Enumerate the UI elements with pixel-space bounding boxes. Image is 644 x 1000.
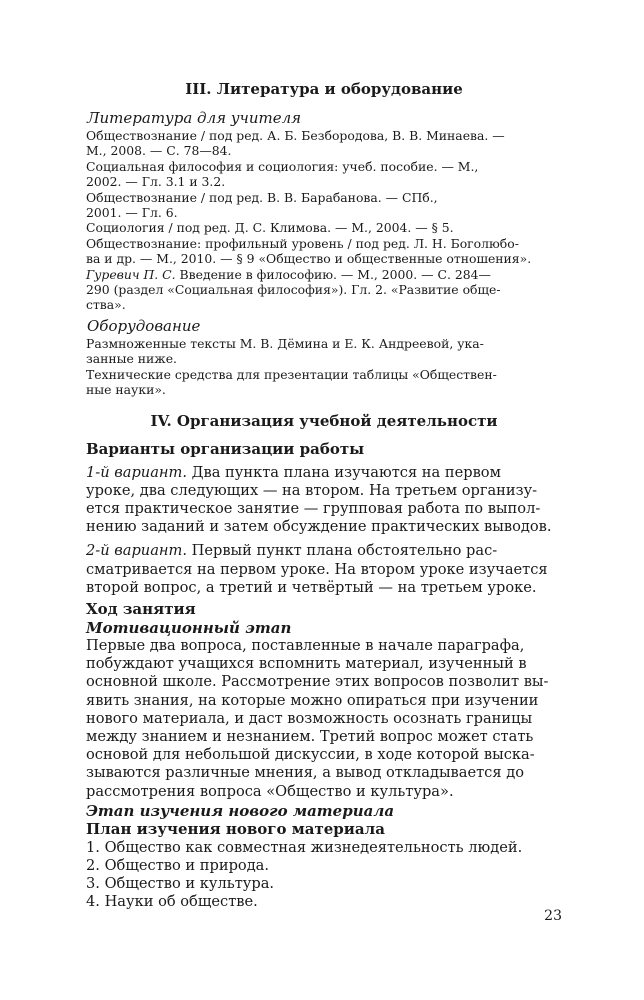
page-number: 23 [544, 908, 562, 924]
plan-item: 4. Науки об обществе. [86, 893, 258, 911]
course-title: Ход занятия [86, 599, 196, 618]
lit-item: Социальная философия и социология: учеб. пособие. — М., 2002. — Гл. 3.1 и 3.2. [86, 158, 479, 190]
section-heading-organization: IV. Организация учебной деятельности [150, 411, 498, 430]
variants-title: Варианты организации работы [86, 439, 365, 458]
teacher-literature-title: Литература для учителя [87, 109, 302, 127]
motivation-paragraph: Первые два вопроса, поставленные в начале параграфа, побуждают учащихся вспомнить материал, изученный в основной школе. Рассмотрение этих вопросов позволит вы- явить знания, на которые можно опираться при изучении нового материала, и даст возможность осознать границы между знанием и незнанием. Третий вопрос может стать основой для небольшой дискуссии, в ходе которой выска- зываются различные мнения, а вывод откладывается до рассмотрения вопроса «Общество и культура». [86, 636, 549, 800]
lit-item: Гуревич П. С. Введение в философию. — М., 2000. — С. 284— 290 (раздел «Социальная философия»). Гл. 2. «Развитие обще- ства». [86, 266, 501, 313]
teacher-literature-list [86, 128, 562, 313]
lit-item: Обществознание / под ред. В. В. Барабанова. — СПб., 2001. — Гл. 6. [86, 189, 438, 221]
plan-item: 1. Общество как совместная жизнедеятельность людей. [86, 838, 523, 856]
variant-1-paragraph: 1-й вариант. Два пункта плана изучаются на первом уроке, два следующих — на втором. На третьем организу- ется практическое занятие — групповая работа по выпол- нению заданий и затем обсуждение практических выводов. [86, 463, 552, 536]
lit-item: Социология / под ред. Д. С. Климова. — М., 2004. — § 5. [86, 220, 454, 236]
plan-title: План изучения нового материала [86, 819, 385, 838]
equipment-title: Оборудование [87, 316, 201, 335]
equipment-list [86, 336, 562, 398]
equipment-item: Технические средства для презентации таблицы «Обществен- ные науки». [86, 366, 497, 398]
variant-2-paragraph: 2-й вариант. Первый пункт плана обстоятельно рас- сматривается на первом уроке. На втором уроке изучается второй вопрос, а третий и четвёртый — на третьем уроке. [86, 542, 548, 596]
lit-item: Обществознание / под ред. А. Б. Безбородова, В. В. Минаева. — М., 2008. — С. 78—84. [86, 128, 505, 159]
plan-item: 2. Общество и природа. [86, 856, 270, 874]
plan-list [86, 839, 562, 912]
motivation-title: Мотивационный этап [86, 618, 292, 637]
equipment-item: Размноженные тексты М. В. Дёмина и Е. К. Андреевой, ука- занные ниже. [86, 335, 484, 367]
lit-item: Обществознание: профильный уровень / под ред. Л. Н. Боголюбо- ва и др. — М., 2010. — § 9 «Общество и общественные отношения». [86, 235, 532, 267]
study-stage-title: Этап изучения нового материала [86, 801, 395, 820]
plan-item: 3. Общество и культура. [86, 875, 275, 893]
page-content [86, 80, 562, 912]
section-heading-literature: III. Литература и оборудование [185, 80, 463, 98]
